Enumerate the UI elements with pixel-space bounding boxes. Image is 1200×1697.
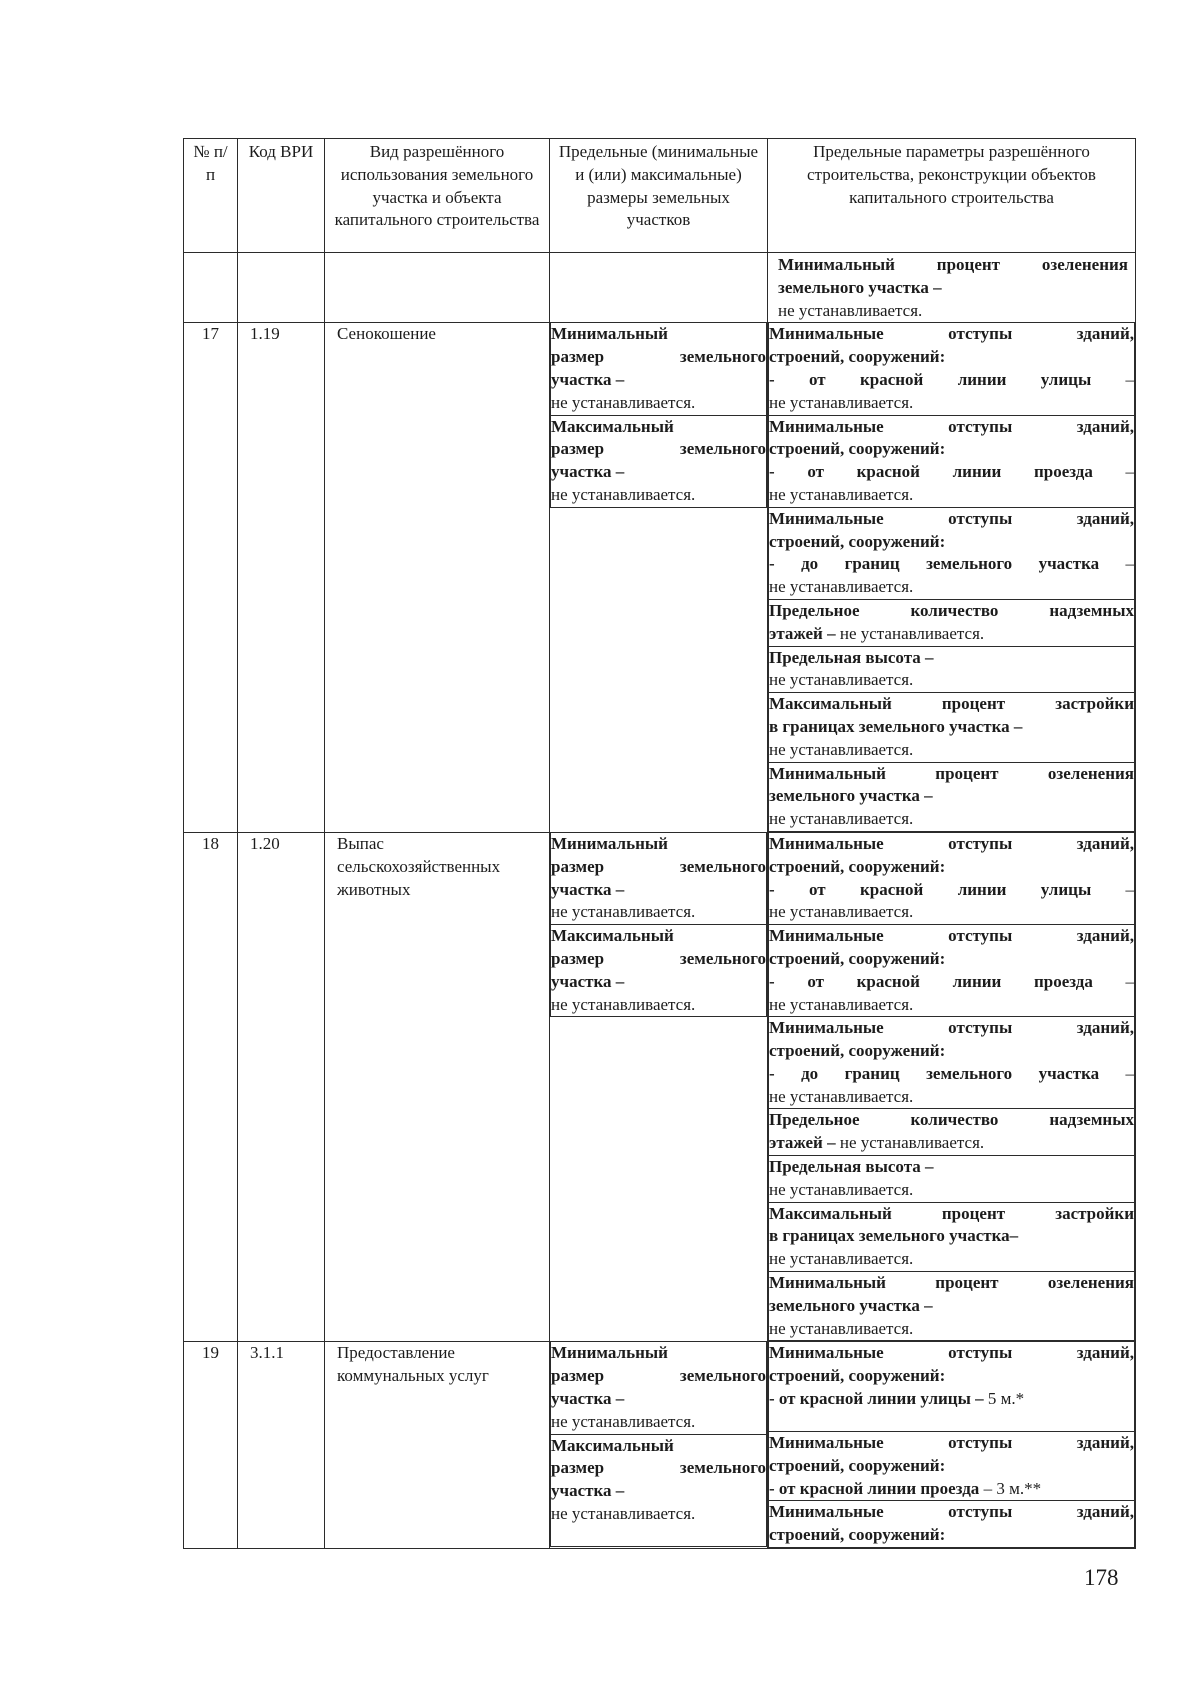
built-param: Максимальный процент застройки в границах земельного участка – не устанавливается.: [769, 693, 1135, 762]
indent-street: Минимальные отступы зданий, строений, сооружений: - от красной линии улицы – не устанавливается.: [769, 833, 1135, 925]
indent-street: Минимальные отступы зданий, строений, сооружений: - от красной линии улицы – не устанавливается.: [769, 323, 1135, 415]
header-num: № п/п: [184, 139, 238, 253]
row-kind: Сенокошение: [325, 323, 550, 833]
table-row: [184, 253, 1136, 323]
row-num: 19: [184, 1342, 238, 1548]
min-size: Минимальный размер земельного участка – не устанавливается.: [551, 833, 767, 925]
zoning-table: [183, 138, 1136, 1549]
size-cell: [550, 832, 768, 1342]
row-kind: Выпас сельскохозяйственных животных: [325, 832, 550, 1342]
row-code: 1.20: [238, 832, 325, 1342]
green-param: Минимальный процент озеленения земельного участка – не устанавливается.: [769, 1272, 1135, 1341]
green-param: Минимальный процент озеленения земельного участка – не устанавливается.: [769, 762, 1135, 831]
floors-param: Предельное количество надземных этажей – не устанавливается.: [769, 1109, 1135, 1156]
built-param: Максимальный процент застройки в границах земельного участка– не устанавливается.: [769, 1202, 1135, 1271]
row-num: 18: [184, 832, 238, 1342]
header-kind: Вид разрешённого использования земельного участка и объекта капитального строительства: [325, 139, 550, 253]
header-params: Предельные параметры разрешённого строительства, реконструкции объектов капитального строительства: [768, 139, 1136, 253]
params-cell: [768, 832, 1136, 1342]
max-size: Максимальный размер земельного участка – не устанавливается.: [551, 925, 767, 1017]
indent-border: Минимальные отступы зданий, строений, сооружений: - до границ земельного участка – не устанавливается.: [769, 507, 1135, 599]
indent-street: Минимальные отступы зданий, строений, сооружений: - от красной линии улицы – 5 м.*: [769, 1342, 1135, 1431]
params-cell: [768, 323, 1136, 833]
min-size: Минимальный размер земельного участка – не устанавливается.: [551, 323, 767, 415]
row-code: 3.1.1: [238, 1342, 325, 1548]
height-param: Предельная высота – не устанавливается.: [769, 646, 1135, 693]
floors-param: Предельное количество надземных этажей – не устанавливается.: [769, 599, 1135, 646]
indent-border: Минимальные отступы зданий, строений, сооружений:: [769, 1501, 1135, 1548]
table-row: [184, 832, 1136, 1342]
size-cell: [550, 1342, 768, 1548]
max-size: Максимальный размер земельного участка – не устанавливается.: [551, 415, 767, 507]
min-size: Минимальный размер земельного участка – не устанавливается.: [551, 1342, 767, 1434]
page-number: 178: [1084, 1565, 1119, 1590]
indent-passage: Минимальные отступы зданий, строений, сооружений: - от красной линии проезда – не устанавливается.: [769, 415, 1135, 507]
indent-border: Минимальные отступы зданий, строений, сооружений: - до границ земельного участка – не устанавливается.: [769, 1017, 1135, 1109]
size-cell: [550, 323, 768, 833]
params-cell: [768, 1342, 1136, 1548]
max-size: Максимальный размер земельного участка – не устанавливается.: [551, 1434, 767, 1546]
table-row: [184, 323, 1136, 833]
row-kind: Предоставление коммунальных услуг: [325, 1342, 550, 1548]
row-num: 17: [184, 323, 238, 833]
header-code: Код ВРИ: [238, 139, 325, 253]
indent-passage: Минимальные отступы зданий, строений, сооружений: - от красной линии проезда – 3 м.**: [769, 1431, 1135, 1500]
indent-passage: Минимальные отступы зданий, строений, сооружений: - от красной линии проезда – не устанавливается.: [769, 925, 1135, 1017]
green-param: Минимальный процент озеленения земельного участка – не устанавливается.: [768, 253, 1136, 323]
row-code: 1.19: [238, 323, 325, 833]
header-sizes: Предельные (минимальные и (или) максимальные) размеры земельных участков: [550, 139, 768, 253]
height-param: Предельная высота – не устанавливается.: [769, 1156, 1135, 1203]
table-header-row: [184, 139, 1136, 253]
table-row: [184, 1342, 1136, 1548]
